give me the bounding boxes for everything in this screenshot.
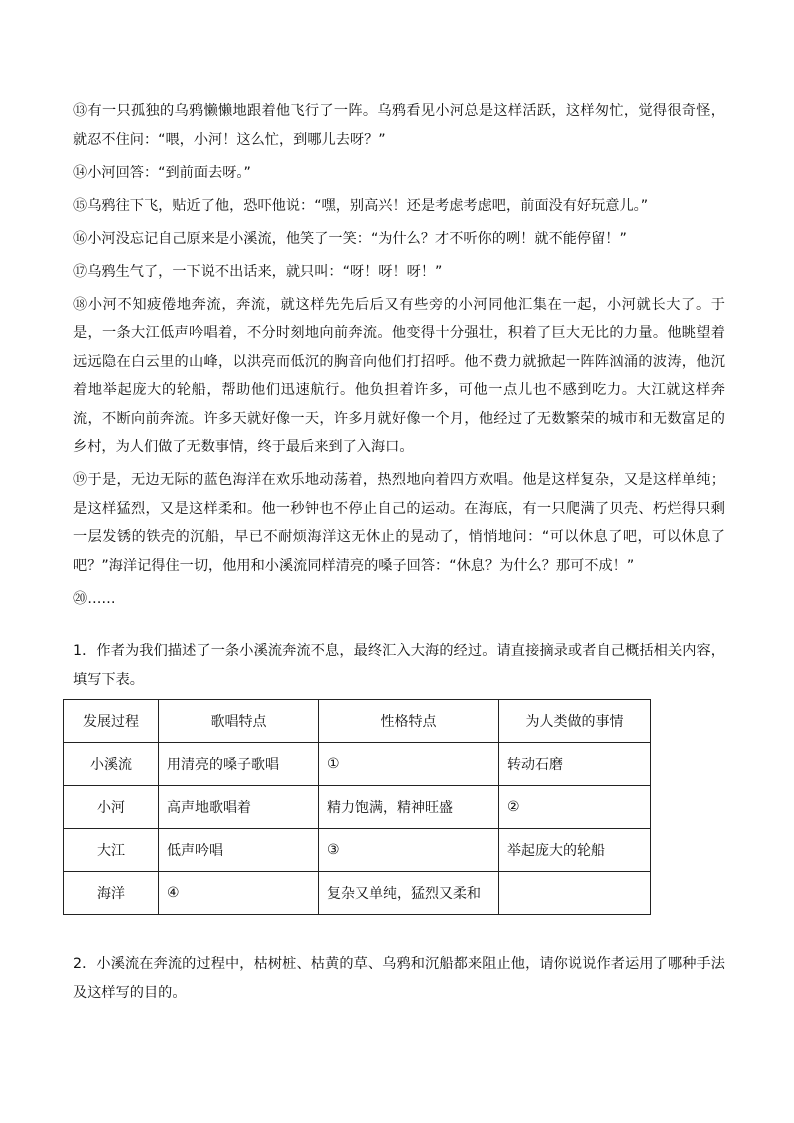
paragraph-19: ⑲于是，无边无际的蓝色海洋在欢乐地动荡着，热烈地向着四方欢唱。他是这样复杂，又是这样单纯；是这样猛烈，又是这样柔和。他一秒钟也不停止自己的运动。在海底，有一只爬满了贝壳、朽烂得只剩一层发锈的铁壳的沉船，早已不耐烦海洋这无休止的晃动了，悄悄地问：“可以休息了吧，可以休息了吧？”海洋记得住一切，他用和小溪流同样清亮的嗓子回答：“休息？为什么？那可不成！”: [73, 472, 725, 574]
table-cell: ③: [319, 829, 499, 872]
question-2-text: 2．小溪流在奔流的过程中，枯树桩、枯黄的草、乌鸦和沉船都来阻止他，请你说说作者运用了哪种手法及这样写的目的。: [73, 956, 725, 1001]
paragraph-17: ⑰乌鸦生气了，一下说不出话来，就只叫：“呀！呀！呀！”: [73, 263, 443, 280]
table-cell: ④: [159, 872, 319, 915]
table-cell: 举起庞大的轮船: [499, 829, 651, 872]
table-row: [64, 872, 651, 915]
table-header-cell: 为人类做的事情: [499, 700, 651, 743]
table-cell: 高声地歌唱着: [159, 786, 319, 829]
paragraph-20: ⑳……: [73, 590, 116, 607]
table-cell: ②: [499, 786, 651, 829]
paragraph-13: ⑬有一只孤独的乌鸦懒懒地跟着他飞行了一阵。乌鸦看见小河总是这样活跃，这样匆忙，觉得很奇怪，就忍不住问：“喂，小河！这么忙，到哪儿去呀？”: [73, 103, 725, 148]
question-2: [73, 950, 725, 1007]
paragraph-16: ⑯小河没忘记自己原来是小溪流，他笑了一笑：“为什么？才不听你的咧！就不能停留！”: [73, 230, 627, 247]
table-cell: 精力饱满，精神旺盛: [319, 786, 499, 829]
table-cell: 低声吟唱: [159, 829, 319, 872]
table-cell-stage: 小河: [64, 786, 159, 829]
table-cell: 转动石磨: [499, 743, 651, 786]
table-cell: 复杂又单纯，猛烈又柔和: [319, 872, 499, 915]
table-cell-stage: 大江: [64, 829, 159, 872]
table-row: [64, 743, 651, 786]
table-header-cell: 发展过程: [64, 700, 159, 743]
table-header-row: [64, 700, 651, 743]
table-row: [64, 786, 651, 829]
table-cell: 用清亮的嗓子歌唱: [159, 743, 319, 786]
paragraph-18: ⑱小河不知疲倦地奔流，奔流，就这样先先后后又有些旁的小河同他汇集在一起，小河就长大了。于是，一条大江低声吟唱着，不分时刻地向前奔流。他变得十分强壮，积着了巨大无比的力量。他眺望着远远隐在白云里的山峰，以洪亮而低沉的胸音向他们打招呼。他不费力就掀起一阵阵汹涌的波涛，他沉着地举起庞大的轮船，帮助他们迅速航行。他负担着许多，可他一点儿也不感到吃力。大江就这样奔流，不断向前奔流。许多天就好像一天，许多月就好像一个月，他经过了无数繁荣的城市和无数富足的乡村，为人们做了无数事情，终于最后来到了入海口。: [73, 296, 725, 455]
paragraph-15: ⑮乌鸦往下飞，贴近了他，恐吓他说：“嘿，别高兴！还是考虑考虑吧，前面没有好玩意儿。”: [73, 197, 649, 214]
answer-table: [63, 699, 651, 915]
question-1: [73, 637, 725, 694]
table-header-cell: 性格特点: [319, 700, 499, 743]
table-cell-stage: 小溪流: [64, 743, 159, 786]
table-cell: [499, 872, 651, 915]
question-1-text: 1．作者为我们描述了一条小溪流奔流不息，最终汇入大海的经过。请直接摘录或者自己概括相关内容，填写下表。: [73, 643, 725, 688]
story-passage: [73, 97, 725, 618]
table-cell: ①: [319, 743, 499, 786]
table-cell-stage: 海洋: [64, 872, 159, 915]
paragraph-14: ⑭小河回答：“到前面去呀。”: [73, 164, 251, 181]
table-row: [64, 829, 651, 872]
table-header-cell: 歌唱特点: [159, 700, 319, 743]
